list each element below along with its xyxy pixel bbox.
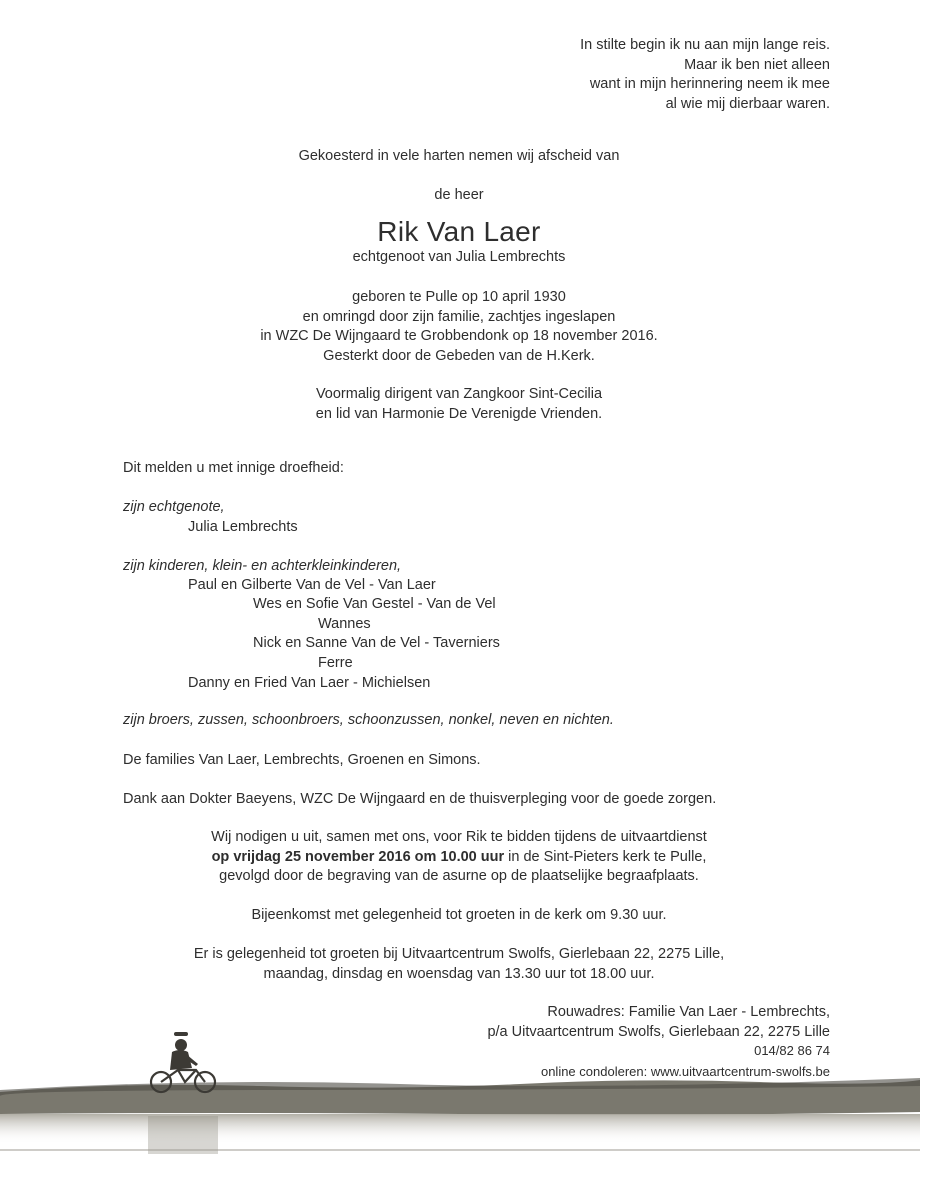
poem-line: Maar ik ben niet alleen [684, 56, 830, 73]
intro-text: Gekoesterd in vele harten nemen wij afscheid van [298, 148, 620, 164]
address-line: Rouwadres: Familie Van Laer - Lembrechts, [547, 1004, 830, 1020]
address-line: p/a Uitvaartcentrum Swolfs, Gierlebaan 22, 2275 Lille [487, 1023, 830, 1040]
grandchild-family: Wes en Sofie Van Gestel - Van de Vel [253, 596, 496, 612]
visitation-line: Er is gelegenheid tot groeten bij Uitvaartcentrum Swolfs, Gierlebaan 22, 2275 Lille, [193, 946, 725, 962]
cyclist-horizon-illustration [0, 1020, 948, 1179]
deceased-name: Rik Van Laer [377, 216, 541, 247]
life-line: in WZC De Wijngaard te Grobbendonk op 18 november 2016. [260, 328, 658, 344]
poem-line: al wie mij dierbaar waren. [665, 95, 830, 112]
children-heading: zijn kinderen, klein- en achterkleinkinderen, [123, 558, 402, 574]
service-line-date [0, 848, 918, 868]
service-line: gevolgd door de begraving van de asurne op de plaatselijke begraafplaats. [219, 868, 699, 884]
service-line: Wij nodigen u uit, samen met ons, voor Rik te bidden tijdens de uitvaartdienst [211, 829, 707, 845]
child-family: Paul en Gilberte Van de Vel - Van Laer [188, 577, 436, 593]
child-family: Danny en Fried Van Laer - Michielsen [188, 675, 431, 691]
role-line: Voormalig dirigent van Zangkoor Sint-Cecilia [315, 386, 603, 402]
families-line: De families Van Laer, Lembrechts, Groenen en Simons. [123, 752, 481, 768]
service-info [0, 828, 918, 887]
announcement: Dit melden u met innige droefheid: [123, 460, 344, 476]
visitation-line: maandag, dinsdag en woensdag van 13.30 uur tot 18.00 uur. [263, 965, 655, 982]
poem-line: want in mijn herinnering neem ik mee [589, 76, 830, 92]
thanks-line: Dank aan Dokter Baeyens, WZC De Wijngaard en de thuisverpleging voor de goede zorgen. [123, 791, 717, 807]
title-text: de heer [434, 187, 484, 203]
poem-line: In stilte begin ik nu aan mijn lange reis. [580, 37, 830, 53]
visitation-info [0, 945, 918, 984]
life-details [0, 288, 918, 366]
great-grandchild: Wannes [318, 616, 371, 632]
role-line: en lid van Harmonie De Verenigde Vrienden. [315, 405, 603, 422]
life-line: Gesterkt door de Gebeden van de H.Kerk. [323, 347, 595, 364]
spouse-name: Julia Lembrechts [188, 519, 298, 535]
life-line: geboren te Pulle op 10 april 1930 [352, 289, 566, 305]
spouse-heading: zijn echtgenote, [123, 499, 225, 515]
life-line: en omringd door zijn familie, zachtjes ingeslapen [302, 308, 616, 325]
phone-number: 014/82 86 74 [754, 1043, 830, 1058]
spouse-line: echtgenoot van Julia Lembrechts [352, 249, 566, 265]
grandchild-family: Nick en Sanne Van de Vel - Taverniers [253, 635, 500, 651]
gathering-line: Bijeenkomst met gelegenheid tot groeten in de kerk om 9.30 uur. [251, 907, 667, 923]
great-grandchild: Ferre [318, 655, 353, 671]
roles [0, 385, 918, 424]
service-location: in de Sint-Pieters kerk te Pulle, [504, 848, 707, 865]
relatives-line: zijn broers, zussen, schoonbroers, schoonzussen, nonkel, neven en nichten. [123, 712, 614, 728]
service-date: op vrijdag 25 november 2016 om 10.00 uur [211, 848, 505, 865]
online-condolence: online condoleren: www.uitvaartcentrum-swolfs.be [540, 1064, 830, 1079]
opening-poem [580, 36, 830, 114]
